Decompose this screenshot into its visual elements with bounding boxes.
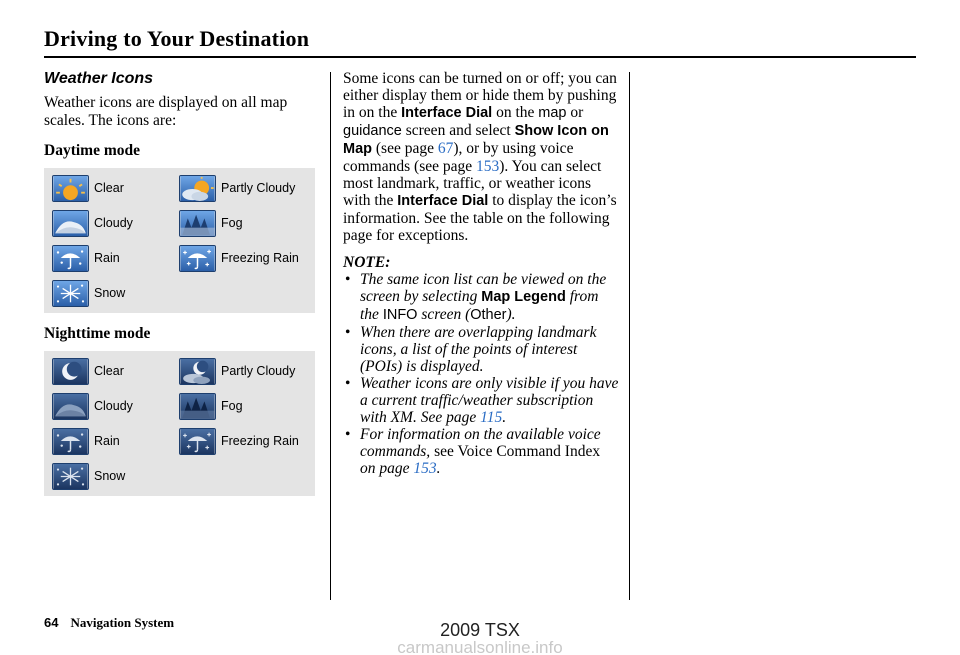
legend-label: Clear <box>94 181 124 195</box>
body-paragraph: Some icons can be turned on or off; you can either display them or hide them by pushing in on the Interface Dial on the map or guidance screen and select Show Icon on Map (see page 67), or by using voice commands (see page 153). You can select most landmark, traffic, or weather icons with the Interface Dial to display the icon’s information. See the table on the following page for exceptions. <box>343 70 617 244</box>
legend-label: Cloudy <box>94 399 133 413</box>
freezing-rain-icon <box>179 428 216 455</box>
nighttime-title: Nighttime mode <box>44 325 151 342</box>
legend-item <box>179 357 315 385</box>
middle-column <box>343 70 619 477</box>
daytime-icon-panel <box>44 168 315 313</box>
page-link[interactable]: 153 <box>476 158 500 175</box>
screen-name: map <box>538 105 567 121</box>
legend-item <box>52 174 179 202</box>
legend-label: Fog <box>221 216 243 230</box>
legend-item <box>52 427 179 455</box>
note-title: NOTE: <box>343 254 391 271</box>
legend-item <box>179 174 315 202</box>
legend-item <box>179 392 315 420</box>
legend-item <box>52 357 179 385</box>
control-name: Interface Dial <box>401 105 493 121</box>
daytime-icon-grid <box>52 174 315 307</box>
legend-item <box>179 427 315 455</box>
nighttime-icon-grid <box>52 357 315 490</box>
screen-name: guidance <box>343 123 402 139</box>
section-title: Weather Icons <box>44 70 154 87</box>
control-name: Interface Dial <box>397 193 489 209</box>
sun-cloud-icon <box>179 175 216 202</box>
header-rule <box>44 56 916 58</box>
legend-label: Clear <box>94 364 124 378</box>
watermark-model: 2009 TSX <box>440 620 520 640</box>
freezing-rain-icon <box>179 245 216 272</box>
column-divider <box>330 72 331 600</box>
note-item: • The same icon list can be viewed on the screen by selecting Map Legend from the INFO screen (Other). <box>343 271 619 324</box>
footer-label: Navigation System <box>70 615 175 630</box>
watermark-site: carmanualsonline.info <box>397 638 563 655</box>
daytime-title: Daytime mode <box>44 142 140 159</box>
legend-label: Freezing Rain <box>221 251 299 265</box>
menu-option: Show Icon on Map <box>343 123 609 157</box>
legend-label: Partly Cloudy <box>221 364 296 378</box>
fog-icon <box>179 210 216 237</box>
page-link[interactable]: 67 <box>437 140 454 157</box>
legend-item <box>52 209 179 237</box>
moon-icon <box>52 358 89 385</box>
legend-label: Partly Cloudy <box>221 181 296 195</box>
legend-label: Fog <box>221 399 243 413</box>
note-item: • For information on the available voice commands, see Voice Command Index on page 153. <box>343 426 619 477</box>
menu-option: Map Legend <box>481 289 566 305</box>
note-item: • When there are overlapping landmark icons, a list of the points of interest (POIs) is displayed. <box>343 324 619 375</box>
legend-item <box>52 392 179 420</box>
legend-label: Snow <box>94 469 126 483</box>
legend-label: Rain <box>94 251 120 265</box>
fog-icon <box>179 393 216 420</box>
legend-item <box>179 244 315 272</box>
legend-item <box>179 209 315 237</box>
page-link[interactable]: 115 <box>480 409 503 426</box>
column-divider <box>629 72 630 600</box>
legend-item <box>52 462 179 490</box>
legend-item <box>52 279 179 307</box>
legend-label: Cloudy <box>94 216 133 230</box>
nighttime-icon-panel <box>44 351 315 496</box>
cloud-icon <box>52 393 89 420</box>
rain-icon <box>52 245 89 272</box>
page-number: 64 <box>44 615 59 630</box>
sun-icon <box>52 175 89 202</box>
note-item: • Weather icons are only visible if you have a current traffic/weather subscription with XM. See page 115. <box>343 375 619 426</box>
cloud-icon <box>52 210 89 237</box>
legend-item <box>52 244 179 272</box>
intro-text: Weather icons are displayed on all map scales. The icons are: <box>44 94 288 129</box>
page-link[interactable]: 153 <box>413 460 437 477</box>
legend-label: Snow <box>94 286 126 300</box>
left-column <box>44 66 316 496</box>
legend-label: Freezing Rain <box>221 434 299 448</box>
page-title: Driving to Your Destination <box>44 26 310 51</box>
screen-name: Other <box>470 307 507 323</box>
rain-icon <box>52 428 89 455</box>
snow-icon <box>52 280 89 307</box>
snow-icon <box>52 463 89 490</box>
note-list <box>343 271 619 477</box>
screen-name: INFO <box>382 307 418 323</box>
moon-cloud-icon <box>179 358 216 385</box>
legend-label: Rain <box>94 434 120 448</box>
